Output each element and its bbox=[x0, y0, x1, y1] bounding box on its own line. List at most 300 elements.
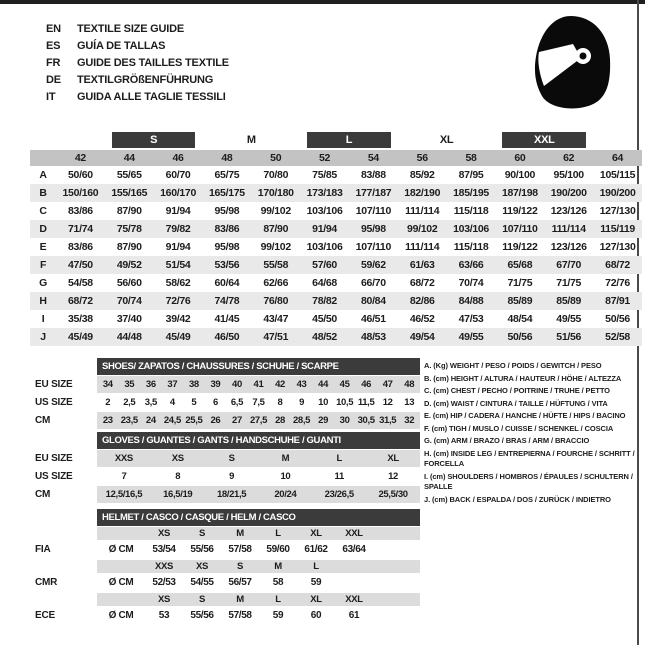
row-label: I bbox=[41, 313, 45, 325]
textile-row bbox=[30, 256, 642, 274]
column-header: 64 bbox=[593, 150, 642, 166]
size-value: 48 bbox=[398, 376, 420, 394]
size-value: 47/50 bbox=[56, 256, 105, 274]
size-value: 91/94 bbox=[300, 220, 349, 238]
size-value: 57/60 bbox=[300, 256, 349, 274]
size-value: M bbox=[258, 450, 312, 468]
row-label: J bbox=[30, 328, 56, 346]
size-value: 56/57 bbox=[228, 577, 252, 588]
textile-row bbox=[30, 166, 642, 184]
textile-row bbox=[30, 274, 642, 292]
language-row bbox=[46, 72, 229, 89]
language-title: GUIDA ALLE TAGLIE TESSILI bbox=[77, 91, 226, 103]
group-spacer bbox=[593, 132, 642, 150]
filler-cell bbox=[373, 559, 420, 574]
helmet-sizes-row bbox=[30, 527, 420, 541]
size-value: 71/75 bbox=[507, 277, 533, 289]
size-value: 7,5 bbox=[252, 397, 265, 408]
textile-size-table bbox=[30, 132, 642, 346]
size-value: XS bbox=[151, 450, 205, 468]
size-value: 107/110 bbox=[355, 241, 392, 253]
size-value: 71/74 bbox=[56, 220, 105, 238]
gloves-table bbox=[30, 432, 420, 504]
side-spacer bbox=[30, 527, 97, 541]
size-value: 49/55 bbox=[556, 313, 582, 325]
legend bbox=[424, 361, 642, 507]
size-header: L bbox=[259, 527, 297, 541]
helmet-table-title: HELMET / CASCO / CASQUE / HELM / CASCO bbox=[97, 509, 420, 527]
size-value: 50/56 bbox=[495, 328, 544, 346]
size-value: 95/98 bbox=[214, 205, 240, 217]
size-group-l bbox=[300, 132, 398, 150]
row-label: E bbox=[39, 241, 47, 253]
side-label: US SIZE bbox=[35, 397, 73, 408]
size-value: 64/68 bbox=[312, 277, 337, 289]
size-group-label: L bbox=[307, 132, 391, 148]
size-value: 67/70 bbox=[544, 256, 593, 274]
size-value: 47/51 bbox=[251, 328, 300, 346]
textile-row bbox=[30, 328, 642, 346]
size-value: 51/56 bbox=[544, 328, 593, 346]
size-header: M bbox=[221, 592, 259, 607]
column-header: 58 bbox=[447, 150, 496, 166]
data-row bbox=[30, 394, 420, 412]
size-value: 39 bbox=[205, 376, 227, 394]
size-value: 8 bbox=[175, 471, 181, 482]
size-value: 10 bbox=[318, 397, 329, 408]
size-value: 30,5 bbox=[355, 412, 377, 430]
size-value: 46/50 bbox=[202, 328, 251, 346]
size-value: 24 bbox=[140, 412, 162, 430]
size-value: 28,5 bbox=[291, 412, 313, 430]
textile-row bbox=[30, 238, 642, 256]
column-header: 44 bbox=[105, 150, 154, 166]
size-value: 12 bbox=[382, 397, 393, 408]
size-header: XXL bbox=[335, 592, 373, 607]
size-value: 119/122 bbox=[502, 205, 538, 217]
group-spacer bbox=[56, 132, 105, 150]
size-value: 52/53 bbox=[152, 577, 176, 588]
size-value: 42 bbox=[269, 376, 291, 394]
size-value: 107/110 bbox=[495, 220, 544, 238]
size-value: 95/98 bbox=[214, 241, 240, 253]
shoes-table bbox=[30, 358, 420, 430]
legend-item: C. (cm) CHEST / PECHO / POITRINE / TRUHE / PETTO bbox=[424, 386, 610, 395]
size-value: 44 bbox=[312, 376, 334, 394]
size-value: 68/72 bbox=[593, 256, 642, 274]
size-value: 5 bbox=[191, 397, 197, 408]
size-group-label: XL bbox=[439, 134, 454, 146]
size-value: 49/52 bbox=[105, 256, 154, 274]
language-code: FR bbox=[46, 57, 61, 69]
size-value: 83/86 bbox=[202, 220, 251, 238]
size-value: 115/118 bbox=[453, 241, 489, 253]
size-value: 31,5 bbox=[377, 412, 399, 430]
language-title: TEXTILGRÖßENFÜHRUNG bbox=[77, 74, 214, 86]
helmet-body bbox=[30, 509, 420, 625]
size-value: 23/26,5 bbox=[312, 486, 366, 504]
size-value: 177/187 bbox=[349, 184, 398, 202]
diameter-label: Ø CM bbox=[108, 544, 134, 555]
size-header: XL bbox=[297, 527, 335, 541]
size-value: 46/52 bbox=[409, 313, 435, 325]
size-value: 66/70 bbox=[360, 277, 386, 289]
size-value: 52/58 bbox=[593, 328, 642, 346]
size-value: 83/86 bbox=[68, 241, 93, 253]
size-value: 187/198 bbox=[495, 184, 544, 202]
size-value: 45/49 bbox=[56, 328, 105, 346]
size-value: 68/72 bbox=[56, 292, 105, 310]
size-value: 87/95 bbox=[458, 169, 484, 181]
size-value: 87/90 bbox=[116, 241, 142, 253]
side-spacer bbox=[30, 509, 97, 527]
size-value: 105/115 bbox=[599, 169, 636, 181]
cert-label: FIA bbox=[35, 544, 51, 555]
language-row bbox=[46, 21, 229, 38]
size-value: 79/82 bbox=[154, 220, 203, 238]
legend-item: F. (cm) TIGH / MUSLO / CUISSE / SCHENKEL / COSCIA bbox=[424, 423, 614, 433]
size-group-m bbox=[202, 132, 300, 150]
helmet-values-row bbox=[30, 574, 420, 593]
side-label: CM bbox=[35, 489, 51, 500]
size-value: 55/58 bbox=[251, 256, 300, 274]
column-header: 52 bbox=[300, 150, 349, 166]
cert-label: ECE bbox=[35, 610, 55, 621]
size-header: XL bbox=[297, 592, 335, 607]
size-value: 9 bbox=[229, 471, 235, 482]
size-header: L bbox=[297, 559, 335, 574]
diameter-spacer bbox=[97, 559, 145, 574]
shoes-title-row bbox=[30, 358, 420, 376]
side-label: CM bbox=[35, 415, 51, 426]
textile-row bbox=[30, 310, 642, 328]
size-value: 6 bbox=[212, 397, 218, 408]
size-value: 25,5/30 bbox=[366, 486, 420, 504]
size-group-label: S bbox=[112, 132, 196, 148]
racing-helmet-icon bbox=[527, 14, 615, 116]
filler-cell bbox=[373, 592, 420, 607]
size-value: 91/94 bbox=[165, 241, 191, 253]
size-value: 165/175 bbox=[202, 184, 251, 202]
language-code: ES bbox=[46, 40, 61, 52]
size-value: 74/78 bbox=[202, 292, 251, 310]
row-label: G bbox=[39, 277, 47, 289]
filler-cell bbox=[373, 527, 420, 541]
size-value: 75/78 bbox=[105, 220, 154, 238]
size-value: 87/90 bbox=[116, 205, 142, 217]
size-value: 170/180 bbox=[251, 184, 300, 202]
column-header: 48 bbox=[202, 150, 251, 166]
textile-row bbox=[30, 220, 642, 238]
size-header: M bbox=[259, 559, 297, 574]
size-value: 95/98 bbox=[349, 220, 398, 238]
size-value: 46 bbox=[355, 376, 377, 394]
size-value: 95/100 bbox=[553, 169, 584, 181]
helmet-title-row bbox=[30, 509, 420, 527]
data-row bbox=[30, 468, 420, 486]
size-value: 160/170 bbox=[154, 184, 203, 202]
size-value: 23,5 bbox=[119, 412, 141, 430]
language-row bbox=[46, 55, 229, 72]
size-value: 57/58 bbox=[228, 610, 252, 621]
size-value: 57/58 bbox=[228, 544, 252, 555]
size-header: XXL bbox=[335, 527, 373, 541]
size-value: XXS bbox=[97, 450, 151, 468]
side-spacer bbox=[30, 592, 97, 607]
data-row bbox=[30, 376, 420, 394]
size-value: 185/195 bbox=[447, 184, 496, 202]
size-value: 111/114 bbox=[405, 241, 440, 253]
size-value: 59 bbox=[272, 610, 284, 621]
size-header: S bbox=[183, 527, 221, 541]
size-value: 20/24 bbox=[258, 486, 312, 504]
size-value: 85/89 bbox=[495, 292, 544, 310]
size-header: M bbox=[221, 527, 259, 541]
size-value: 43 bbox=[291, 376, 313, 394]
data-row bbox=[30, 450, 420, 468]
size-value: 83/86 bbox=[68, 205, 93, 217]
size-value: 91/94 bbox=[165, 205, 191, 217]
size-value: 55/65 bbox=[116, 169, 142, 181]
size-value: 45/49 bbox=[154, 328, 203, 346]
corner-spacer bbox=[30, 150, 56, 166]
size-value: 10,5 bbox=[336, 397, 354, 408]
size-value: 2,5 bbox=[123, 397, 136, 408]
side-spacer bbox=[30, 432, 97, 450]
size-value: 58 bbox=[272, 577, 284, 588]
textile-row bbox=[30, 202, 642, 220]
size-value: 49/55 bbox=[447, 328, 496, 346]
size-group-label: XXL bbox=[502, 132, 586, 148]
side-label: EU SIZE bbox=[35, 453, 73, 464]
size-header: L bbox=[259, 592, 297, 607]
helmet-table bbox=[30, 509, 420, 626]
size-value: 190/200 bbox=[593, 184, 642, 202]
side-label: EU SIZE bbox=[35, 379, 73, 390]
language-list bbox=[46, 21, 229, 106]
size-value: 90/100 bbox=[504, 169, 536, 181]
size-value: 115/118 bbox=[453, 205, 489, 217]
size-value: 11 bbox=[334, 471, 344, 482]
size-value: 99/102 bbox=[260, 241, 291, 253]
size-value: 111/114 bbox=[405, 205, 440, 217]
size-value: 55/56 bbox=[190, 610, 214, 621]
size-value: 35 bbox=[119, 376, 141, 394]
size-value: 44/48 bbox=[105, 328, 154, 346]
legend-item: H. (cm) INSIDE LEG / ENTREPIERNA / FOURCHE / SCHRITT / FORCELLA bbox=[424, 448, 635, 468]
column-header: 50 bbox=[251, 150, 300, 166]
language-row bbox=[46, 38, 229, 55]
size-value: 53/56 bbox=[202, 256, 251, 274]
column-header: 42 bbox=[56, 150, 105, 166]
language-code: DE bbox=[46, 74, 61, 86]
size-value: 47 bbox=[377, 376, 399, 394]
size-value: 23 bbox=[97, 412, 119, 430]
language-title: GUÍA DE TALLAS bbox=[77, 40, 166, 52]
textile-row bbox=[30, 184, 642, 202]
size-value: 24,5 bbox=[162, 412, 184, 430]
gloves-table-title: GLOVES / GUANTES / GANTS / HANDSCHUHE / GUANTI bbox=[97, 432, 420, 450]
size-value: 80/84 bbox=[349, 292, 398, 310]
filler-cell bbox=[373, 574, 420, 593]
size-value: 127/130 bbox=[599, 241, 636, 253]
size-value: 99/102 bbox=[398, 220, 447, 238]
size-value: 41 bbox=[248, 376, 270, 394]
size-value: 25,5 bbox=[183, 412, 205, 430]
helmet-sizes-row bbox=[30, 559, 420, 574]
size-value: 87/90 bbox=[251, 220, 300, 238]
size-value: 115/119 bbox=[593, 220, 642, 238]
legend-item: G. (cm) ARM / BRAZO / BRAS / ARM / BRACCIO bbox=[424, 436, 590, 445]
row-label: H bbox=[30, 292, 56, 310]
cert-label: CMR bbox=[35, 577, 58, 588]
side-spacer bbox=[30, 358, 97, 376]
size-value: 59/60 bbox=[266, 544, 290, 555]
size-value: 85/92 bbox=[409, 169, 435, 181]
shoes-table-title: SHOES/ ZAPATOS / CHAUSSURES / SCHUHE / SCARPE bbox=[97, 358, 420, 376]
size-value: 29 bbox=[312, 412, 334, 430]
size-value: 62/66 bbox=[263, 277, 289, 289]
size-value: 63/66 bbox=[447, 256, 496, 274]
filler-cell bbox=[373, 541, 420, 560]
size-value: 60/64 bbox=[214, 277, 240, 289]
gloves-title-row bbox=[30, 432, 420, 450]
column-header: 46 bbox=[154, 150, 203, 166]
size-value: 82/86 bbox=[398, 292, 447, 310]
helmet-sizes-row bbox=[30, 592, 420, 607]
size-value: 123/126 bbox=[550, 205, 587, 217]
size-header: S bbox=[221, 559, 259, 574]
size-value: 68/72 bbox=[409, 277, 435, 289]
size-value: 48/54 bbox=[507, 313, 533, 325]
size-value: 83/88 bbox=[360, 169, 386, 181]
size-value: 53 bbox=[158, 610, 170, 621]
size-group-label: M bbox=[246, 134, 256, 146]
size-group-xl bbox=[398, 132, 496, 150]
size-value: 87/91 bbox=[593, 292, 642, 310]
side-label: US SIZE bbox=[35, 471, 73, 482]
legend-item: E. (cm) HIP / CADERA / HANCHE / HÜFTE / HIPS / BACINO bbox=[424, 411, 626, 420]
legend-item: I. (cm) SHOULDERS / HOMBROS / ÉPAULES / SCHULTERN / SPALLE bbox=[424, 471, 633, 491]
diameter-label: Ø CM bbox=[108, 577, 134, 588]
language-title: GUIDE DES TAILLES TEXTILE bbox=[77, 57, 229, 69]
size-value: 32 bbox=[398, 412, 420, 430]
size-value: 173/183 bbox=[300, 184, 349, 202]
size-value: 60/70 bbox=[165, 169, 191, 181]
size-value: 4 bbox=[169, 397, 175, 408]
size-value: 61 bbox=[348, 610, 360, 621]
size-value: 190/200 bbox=[544, 184, 593, 202]
size-value: 13 bbox=[404, 397, 415, 408]
helmet-values-row bbox=[30, 541, 420, 560]
helmet-section bbox=[30, 509, 420, 626]
size-value: 36 bbox=[140, 376, 162, 394]
size-value: 8 bbox=[277, 397, 283, 408]
size-value: S bbox=[205, 450, 259, 468]
size-value: 37 bbox=[162, 376, 184, 394]
language-title: TEXTILE SIZE GUIDE bbox=[77, 23, 185, 35]
language-code: IT bbox=[46, 91, 56, 103]
gloves-body bbox=[30, 432, 420, 504]
size-header: XS bbox=[145, 592, 183, 607]
size-value: 53/54 bbox=[152, 544, 176, 555]
legend-item: D. (cm) WAIST / CINTURA / TAILLE / HÜFTUNG / VITA bbox=[424, 398, 608, 408]
size-value: 59 bbox=[310, 577, 322, 588]
size-value: 72/76 bbox=[154, 292, 203, 310]
corner-spacer bbox=[30, 132, 56, 150]
diameter-spacer bbox=[97, 527, 145, 541]
size-value: 38 bbox=[183, 376, 205, 394]
size-value: 150/160 bbox=[56, 184, 105, 202]
size-header: XS bbox=[145, 527, 183, 541]
size-value: 45/50 bbox=[312, 313, 337, 325]
size-value: 50/60 bbox=[68, 169, 93, 181]
legend-item: J. (cm) BACK / ESPALDA / DOS / ZURÜCK / INDIETRO bbox=[424, 494, 611, 504]
helmet-values-row bbox=[30, 607, 420, 626]
diameter-spacer bbox=[97, 592, 145, 607]
data-row bbox=[30, 486, 420, 504]
legend-item: B. (cm) HEIGHT / ALTURA / HAUTEUR / HÖHE / ALTEZZA bbox=[424, 373, 622, 383]
size-value: 10 bbox=[280, 471, 291, 482]
size-value: 11,5 bbox=[357, 397, 375, 408]
filler-cell bbox=[373, 607, 420, 626]
size-value: 75/85 bbox=[312, 169, 337, 181]
size-value: 12,5/16,5 bbox=[97, 486, 151, 504]
side-spacer bbox=[30, 559, 97, 574]
column-header: 56 bbox=[398, 150, 447, 166]
row-label: B bbox=[30, 184, 56, 202]
size-value: 84/88 bbox=[447, 292, 496, 310]
size-value: 76/80 bbox=[251, 292, 300, 310]
size-value: 37/40 bbox=[116, 313, 142, 325]
size-value: 103/106 bbox=[306, 205, 343, 217]
size-value: 46/51 bbox=[360, 313, 386, 325]
size-value: 103/106 bbox=[447, 220, 496, 238]
size-value: 123/126 bbox=[550, 241, 587, 253]
size-value: 71/75 bbox=[556, 277, 582, 289]
size-value: 39/42 bbox=[165, 313, 191, 325]
column-header: 62 bbox=[544, 150, 593, 166]
size-value: 27,5 bbox=[248, 412, 270, 430]
size-value: 6,5 bbox=[230, 397, 244, 408]
size-value: 27 bbox=[226, 412, 248, 430]
size-value: 72/76 bbox=[605, 277, 630, 289]
size-value bbox=[335, 574, 373, 593]
size-value: 111/114 bbox=[544, 220, 593, 238]
size-value: 50/56 bbox=[605, 313, 630, 325]
size-value: XL bbox=[366, 450, 420, 468]
size-value: 61/63 bbox=[398, 256, 447, 274]
size-value: 85/89 bbox=[544, 292, 593, 310]
top-border-bar bbox=[0, 0, 645, 4]
size-group-s bbox=[105, 132, 203, 150]
size-value: 41/45 bbox=[214, 313, 240, 325]
size-value: 70/74 bbox=[105, 292, 154, 310]
column-header: 60 bbox=[495, 150, 544, 166]
size-value: 48/52 bbox=[300, 328, 349, 346]
size-group-xxl bbox=[495, 132, 593, 150]
size-value: 45 bbox=[334, 376, 356, 394]
size-value: 78/82 bbox=[300, 292, 349, 310]
textile-size-groups-row bbox=[30, 132, 642, 150]
size-value: 70/74 bbox=[458, 277, 484, 289]
size-value: L bbox=[312, 450, 366, 468]
size-value: 2 bbox=[105, 397, 111, 408]
row-label: A bbox=[39, 169, 47, 181]
size-value: 30 bbox=[334, 412, 356, 430]
size-value: 7 bbox=[121, 471, 127, 482]
language-code: EN bbox=[46, 23, 61, 35]
